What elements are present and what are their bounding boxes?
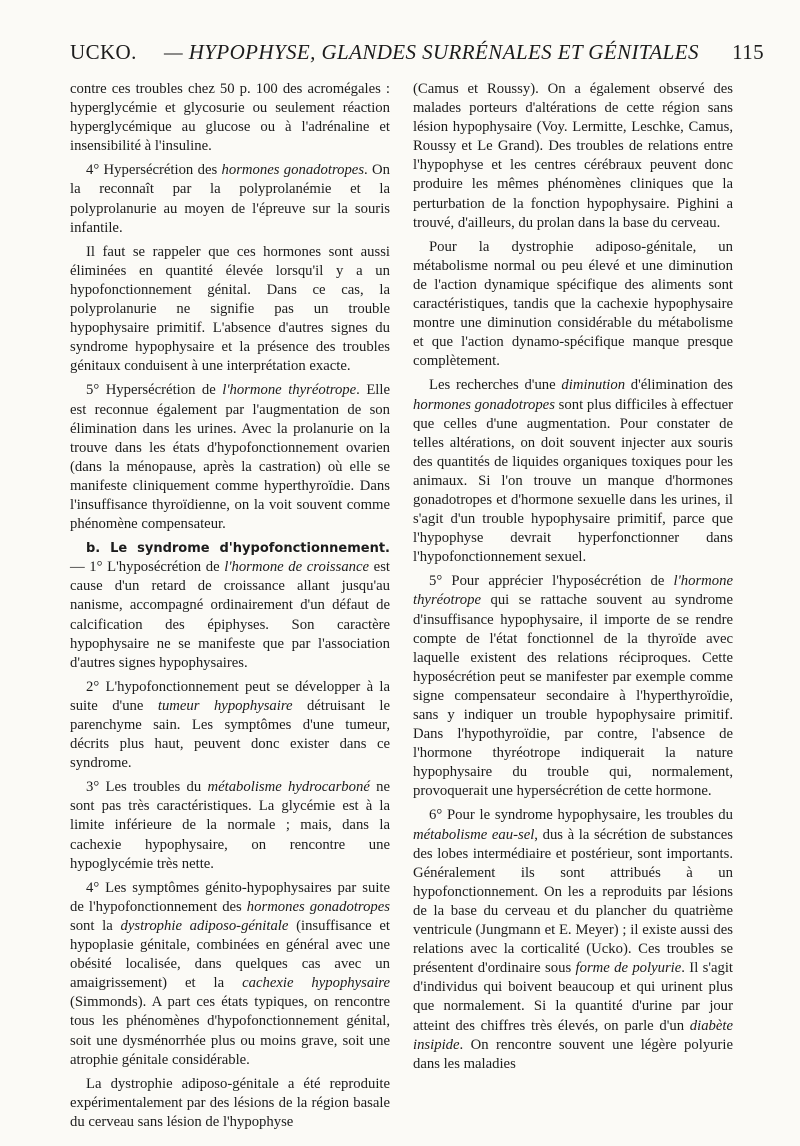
- emphasis-term: métabolisme eau-sel: [413, 826, 535, 843]
- text-run: . Elle est reconnue également par l'augmentation de son élimination dans les urines. Avec la prolanurie on la trouve dans les états d'hypofonctionnement ovarien (dans la ménopause, après la castration) où elle se manifeste cliniquement comme hyperthyroïdie. Dans l'insuffisance thyroïdienne, on la voit souvent comme phénomène compensateur.: [70, 382, 390, 533]
- text-run: . On rencontre souvent une légère polyurie dans les maladies: [413, 1036, 733, 1072]
- text-run: , dus à la sécrétion de substances des lobes intermédiaire et postérieur, sont importants. Généralement ils sont attribués à un hypofonctionnement. On les a reproduits par lésions de la base du cerveau et du plancher du quatrième ventricule (Jungmann et E. Meyer) ; il existe aussi des relations avec la corticalité (Ucko). Ces troubles se présentent d'ordinaire sous: [413, 826, 733, 977]
- paragraph-hypersecretion-thyreotrope: [70, 381, 390, 534]
- header-title: — HYPOPHYSE, GLANDES SURRÉNALES ET GÉNITALES: [164, 40, 699, 64]
- emphasis-term: cachexie hypophysaire: [242, 975, 390, 992]
- text-run: 4° Hypersécrétion des: [86, 162, 222, 179]
- text-run: (insuffisance et hypoplasie génitale, combinées en général avec une obésité localisée, dans quelques cas avec un amaigrissement) et la: [70, 917, 390, 992]
- text-run: contre ces troubles chez 50 p. 100 des acromégales : hyperglycémie et glycosurie ou seulement réaction hyperglycémique au glucose ou à l'adrénaline et insensibilité à l'insuline.: [70, 81, 390, 155]
- text-run: sont plus difficiles à effectuer que celles d'une augmentation. Pour constater de telles altérations, on doit souvent injecter aux souris des quantités de liquides organiques toxiques pour les animaux. Si l'on trouve un manque d'hormones gonadotropes et d'hormone sexuelle dans les urines, il s'agit d'un trouble hypophysaire primitif, parce que l'hypophyse devrait hyperfonctionner dans l'hypofonctionnement sexuel.: [413, 396, 733, 566]
- emphasis-term: diminution: [561, 377, 626, 394]
- paragraph-hypersecretion-gonadotropes: [70, 161, 390, 237]
- text-run: est cause d'un retard de croissance allant jusqu'au nanisme, accompagné ordinairement d'un défaut de calcification des épiphyses. Son caractère hypophysaire ne se manifeste que par l'association d'autres signes hypophysaires.: [70, 559, 390, 671]
- emphasis-term: forme de polyurie: [575, 960, 682, 977]
- paragraph-camus-roussy: [413, 80, 733, 233]
- paragraph-recherches-diminution: [413, 376, 733, 567]
- text-run: ne sont pas très caractéristiques. La glycémie est à la limite inférieure de la normale ; mais, dans la cachexie hypophysaire, on rencontre une hypoglycémie très nette.: [70, 779, 390, 872]
- text-run: sont la: [70, 917, 121, 934]
- paragraph-elimination-hormones: [70, 243, 390, 377]
- text-run: Les recherches d'une: [429, 377, 562, 394]
- emphasis-term: hormones gonadotropes: [221, 162, 365, 179]
- emphasis-term: diabète insipide: [413, 1017, 733, 1053]
- text-run: — 1° L'hyposécrétion de: [70, 559, 225, 576]
- text-run: (Simmonds). A part ces états typiques, on rencontre tous les phénomènes d'hypofonctionnement génital, soit une dysménorrhée plus ou moins grave, soit une atrophie génitale considérable.: [70, 994, 390, 1068]
- header-author: UCKO.: [70, 40, 137, 64]
- paragraph-metabolisme-dystrophie: [413, 238, 733, 372]
- section-heading: b. Le syndrome d'hypofonctionnement.: [86, 541, 390, 557]
- left-column: [70, 80, 390, 1137]
- text-run: La dystrophie adiposo-génitale a été reproduite expérimentalement par des lésions de la région basale du cerveau sans lésion de l'hypophyse: [70, 1075, 390, 1130]
- paragraph-metabolisme-hydrocarbone: [70, 778, 390, 873]
- text-run: 3° Les troubles du: [86, 779, 208, 796]
- right-column: [413, 80, 733, 1079]
- emphasis-term: l'hormone de croissance: [224, 559, 370, 576]
- text-run: 6° Pour le syndrome hypophysaire, les troubles du: [429, 807, 733, 824]
- text-run: . Il s'agit d'individus qui boivent beaucoup et qui urinent plus que normalement. Si la quantité d'urine par jour atteint des chiffres très élevés, on parle d'un: [413, 960, 733, 1034]
- paragraph-hyposecretion-thyreotrope: [413, 572, 733, 801]
- text-run: d'élimination des: [625, 377, 734, 394]
- paragraph-tumeur-hypophysaire: [70, 678, 390, 773]
- paragraph-syndrome-hypofonctionnement: [70, 539, 390, 673]
- text-run: Pour la dystrophie adiposo-génitale, un métabolisme normal ou peu élevé et une diminution de l'action dynamique spécifique des aliments sont caractéristiques, tandis que la cachexie hypophysaire montre une diminution considérable du métabolisme et que l'action dynamo-spécifique manque presque complètement.: [413, 238, 733, 370]
- paragraph-symptomes-genito-hypophysaires: [70, 879, 390, 1070]
- emphasis-term: l'hormone thyréotrope: [413, 573, 733, 609]
- running-header: [70, 40, 764, 72]
- text-run: . On la reconnaît par la polyprolanémie et la polyprolanurie au moyen de l'épreuve sur la souris infantile.: [70, 162, 391, 236]
- emphasis-term: l'hormone thyréotrope: [222, 382, 357, 399]
- paragraph-dystrophie-reproduite: [70, 1075, 390, 1132]
- emphasis-term: hormones gonadotropes: [246, 898, 390, 915]
- text-run: détruisant le parenchyme sain. Les symptômes d'une tumeur, décrits plus haut, peuvent donc exister dans ce syndrome.: [70, 697, 390, 772]
- emphasis-term: métabolisme hydrocarboné: [207, 779, 370, 796]
- text-run: 2° L'hypofonctionnement peut se développer à la suite d'une: [70, 678, 390, 714]
- emphasis-term: hormones gonadotropes: [413, 396, 555, 413]
- emphasis-term: tumeur hypophysaire: [157, 697, 293, 714]
- text-run: 4° Les symptômes génito-hypophysaires par suite de l'hypofonctionnement des: [70, 879, 390, 915]
- paragraph-metabolisme-eau-sel: [413, 806, 733, 1073]
- emphasis-term: dystrophie adiposo-génitale: [120, 917, 289, 934]
- text-run: 5° Pour apprécier l'hyposécrétion de: [429, 573, 674, 590]
- paragraph-troubles-acromegales: [70, 80, 390, 156]
- text-run: 5° Hypersécrétion de: [86, 382, 223, 399]
- page-number: 115: [732, 40, 764, 64]
- text-run: (Camus et Roussy). On a également observé des malades porteurs d'altérations de cette région sans lésion hypophysaire (Voy. Lermitte, Leschke, Camus, Roussy et Le Grand). Des troubles de relations entre l'hypophyse et les centres cérébraux peuvent donc produire les mêmes phénomènes cliniques que la perturbation de la fonction hypophysaire. Pighini a trouvé, d'ailleurs, du prolan dans la base du cerveau.: [413, 81, 733, 231]
- text-run: qui se rattache souvent au syndrome d'insuffisance hypophysaire, il importe de se rendre compte de l'état fonctionnel de la thyroïde avec laquelle existent des relations réciproques. Cette hyposécrétion peut se manifester par exemple comme signe compensateur secondaire à l'hyperthyroïdie, sans y indiquer un trouble hypophysaire primitif. Dans l'hypothyroïdie, par contre, l'absence de l'hormone thyréotrope indiquerait la nature hypophysaire du trouble qui, normalement, provoquerait une hypersécrétion de cette hormone.: [413, 592, 733, 800]
- text-run: Il faut se rappeler que ces hormones sont aussi éliminées en quantité élevée lorsqu'il y a un hypofonctionnement génital. Dans ce cas, la polyprolanurie ne signifie pas un trouble hypophysaire primitif. L'absence d'autres signes du syndrome hypophysaire et la présence des troubles génitaux conduisent à une interprétation exacte.: [70, 243, 390, 375]
